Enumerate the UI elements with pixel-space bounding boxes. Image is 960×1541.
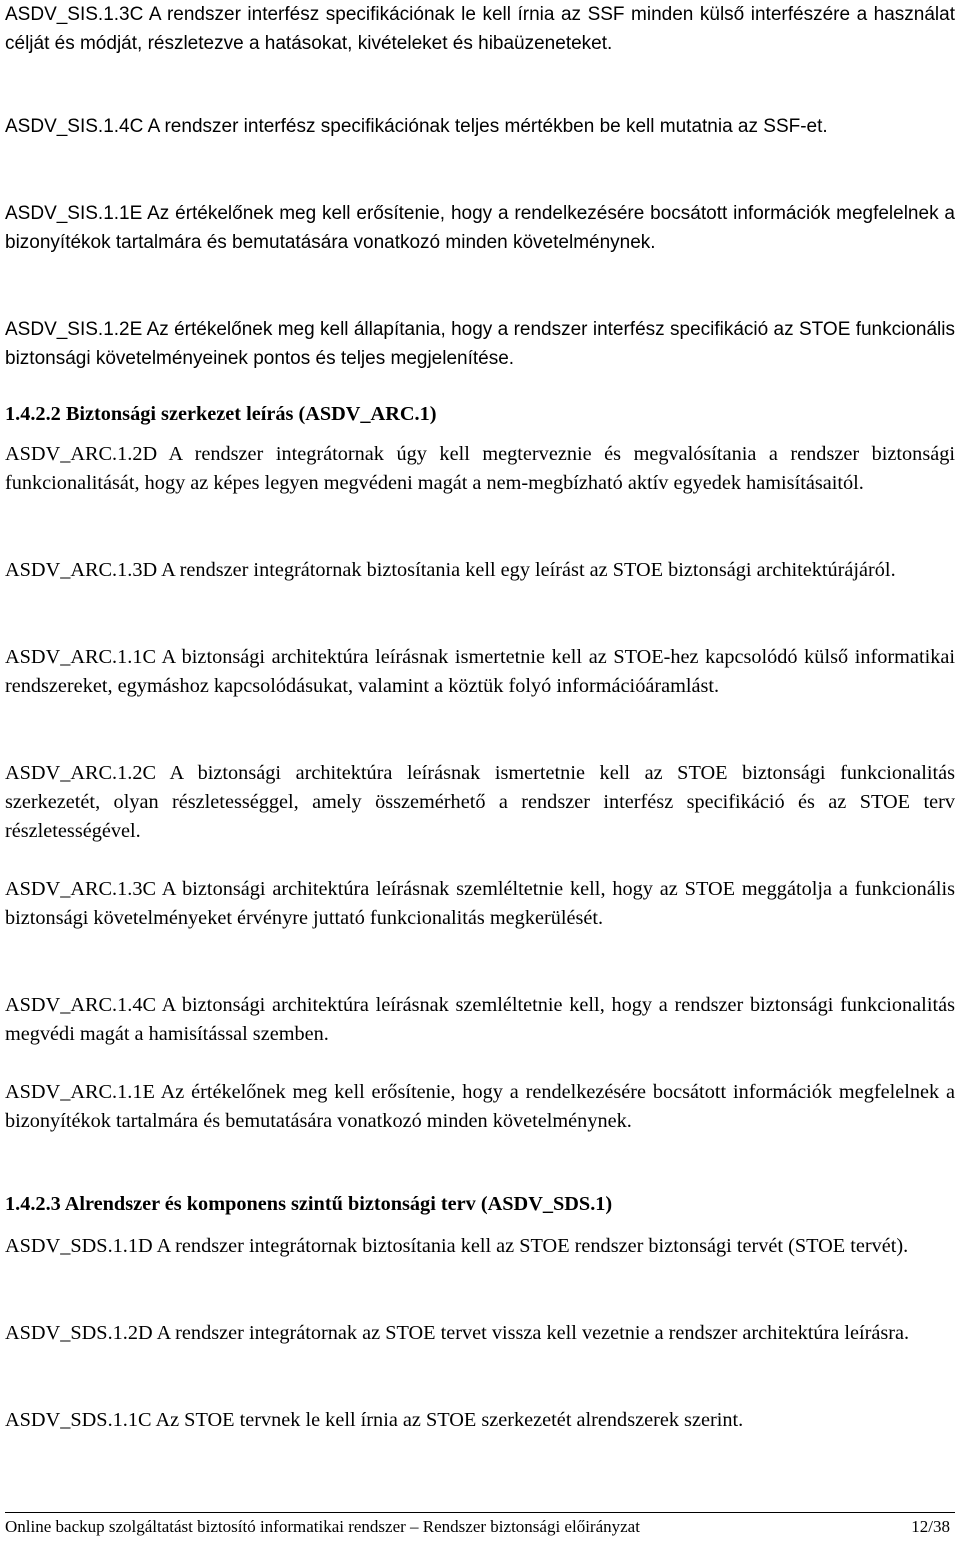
footer-divider — [5, 1512, 955, 1513]
footer-title: Online backup szolgáltatást biztosító informatikai rendszer – Rendszer biztonsági előirányzat — [5, 1517, 640, 1536]
paragraph-asdv-sis-1-4c: ASDV_SIS.1.4C A rendszer interfész specifikációnak teljes mértékben be kell mutatnia az SSF-et. — [5, 116, 828, 137]
paragraph-asdv-sis-1-1e: ASDV_SIS.1.1E Az értékelőnek meg kell erősítenie, hogy a rendelkezésére bocsátott információk megfelelnek a bizonyítékok tartalmára és bemutatására vonatkozó minden követelménynek. — [5, 203, 955, 253]
page-footer — [5, 1516, 950, 1538]
paragraph-asdv-sis-1-3c: ASDV_SIS.1.3C A rendszer interfész specifikációnak le kell írnia az SSF minden külső interfészére a használat célját és módját, részletezve a hatásokat, kivételeket és hibaüzeneteket. — [5, 4, 955, 54]
paragraph-asdv-arc-1-3c: ASDV_ARC.1.3C A biztonsági architektúra leírásnak szemléltetnie kell, hogy az STOE meggátolja a funkcionális biztonsági követelményeket érvényre juttató funkcionalitás megkerülését. — [5, 878, 955, 929]
paragraph-asdv-sds-1-2d: ASDV_SDS.1.2D A rendszer integrátornak az STOE tervet vissza kell vezetnie a rendszer architektúra leírásra. — [5, 1322, 910, 1344]
paragraph-asdv-sis-1-2e: ASDV_SIS.1.2E Az értékelőnek meg kell állapítania, hogy a rendszer interfész specifikáció az STOE funkcionális biztonsági követelményeinek pontos és teljes megjelenítése. — [5, 319, 955, 369]
paragraph-asdv-sds-1-1d: ASDV_SDS.1.1D A rendszer integrátornak biztosítania kell az STOE rendszer biztonsági tervét (STOE tervét). — [5, 1235, 909, 1257]
section-heading-asdv-arc: 1.4.2.2 Biztonsági szerkezet leírás (ASDV_ARC.1) — [5, 403, 437, 425]
section-heading-asdv-sds: 1.4.2.3 Alrendszer és komponens szintű biztonsági terv (ASDV_SDS.1) — [5, 1193, 613, 1215]
paragraph-asdv-arc-1-2d: ASDV_ARC.1.2D A rendszer integrátornak úgy kell megterveznie és megvalósítania a rendszer biztonsági funkcionalitását, hogy az képes legyen megvédeni magát a nem-megbízható aktív egyedek hamisításaitól. — [5, 443, 955, 494]
paragraph-asdv-arc-1-2c: ASDV_ARC.1.2C A biztonsági architektúra leírásnak ismertetnie kell az STOE biztonsági funkcionalitás szerkezetét, olyan részletességgel, amely összemérhető a rendszer interfész specifikáció és az STOE terv részletességével. — [5, 762, 955, 842]
paragraph-asdv-sds-1-1c: ASDV_SDS.1.1C Az STOE tervnek le kell írnia az STOE szerkezetét alrendszerek szerint. — [5, 1409, 744, 1431]
paragraph-asdv-arc-1-3d: ASDV_ARC.1.3D A rendszer integrátornak biztosítania kell egy leírást az STOE biztonsági architektúrájáról. — [5, 559, 896, 581]
paragraph-asdv-arc-1-1e: ASDV_ARC.1.1E Az értékelőnek meg kell erősítenie, hogy a rendelkezésére bocsátott információk megfelelnek a bizonyítékok tartalmára és bemutatására vonatkozó minden követelménynek. — [5, 1081, 955, 1132]
paragraph-asdv-arc-1-1c: ASDV_ARC.1.1C A biztonsági architektúra leírásnak ismertetnie kell az STOE-hez kapcsolódó külső informatikai rendszereket, egymáshoz kapcsolódásukat, valamint a köztük folyó információáramlást. — [5, 646, 955, 697]
page-number: 12/38 — [911, 1517, 950, 1536]
paragraph-asdv-arc-1-4c: ASDV_ARC.1.4C A biztonsági architektúra leírásnak szemléltetnie kell, hogy a rendszer biztonsági funkcionalitás megvédi magát a hamisítással szemben. — [5, 994, 955, 1045]
